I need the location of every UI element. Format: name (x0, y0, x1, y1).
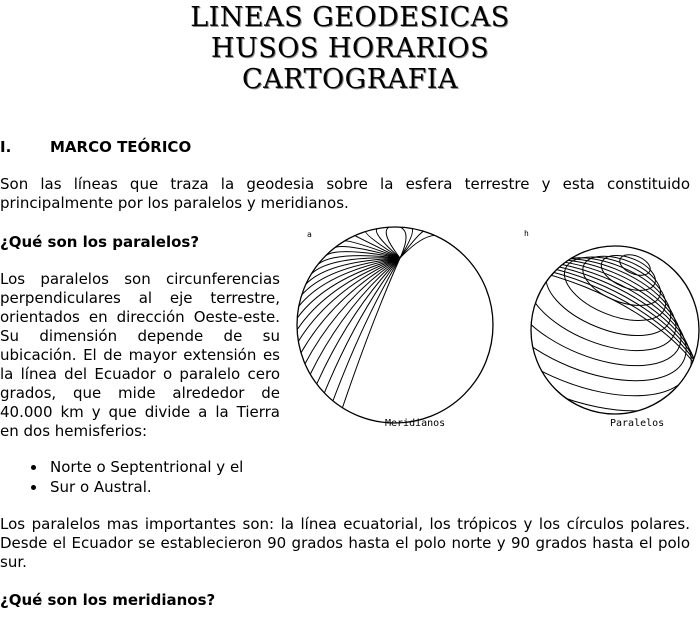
meridian-line (310, 258, 400, 374)
important-paragraph: Los paralelos mas importantes son: la línea ecuatorial, los trópicos y los círculos polares. Desde el Ecuador se establecieron 90 grados hasta el polo norte y 90 grados hasta el polo sur. (0, 515, 690, 571)
section-title: MARCO TEÓRICO (50, 138, 192, 156)
globes-illustration (280, 225, 700, 435)
list-item: Sur o Austral. (0, 477, 243, 497)
caption-meridianos: Meridianos (385, 418, 446, 429)
title-line: LINEAS GEODESICAS (190, 2, 510, 33)
parallel-line (617, 251, 653, 280)
caption-paralelos: Paralelos (610, 418, 665, 429)
parallel-line (494, 238, 696, 388)
globes-figure (280, 225, 700, 435)
parallel-line (392, 227, 700, 435)
meridian-line (301, 258, 400, 353)
paralelos-paragraph: Los paralelos son circunferencias perpendiculares al eje terrestre, orientados en dirección Oeste-este. Su dimensión depende de su ubicación. El de mayor extensión es la línea del Ecuador o paralelo cero grados, que mide alrededor de 40.000 km y que divide a la Tierra en dos hemisferios: (0, 270, 280, 440)
hemispheres-list (0, 457, 243, 497)
parallel-line (412, 229, 700, 435)
paralelos-heading: ¿Qué son los paralelos? (0, 233, 200, 251)
meridianos-heading: ¿Qué son los meridianos? (0, 591, 216, 609)
figure-label-b: h (524, 229, 529, 238)
parallel-line (371, 225, 700, 435)
meridian-line (400, 235, 435, 258)
title-line: CARTOGRAFIA (242, 64, 458, 95)
meridians-globe-icon (297, 227, 434, 408)
document-title (0, 2, 700, 95)
intro-paragraph: Son las líneas que traza la geodesia sobre la esfera terrestre y esta constituido principalmente por los paralelos y meridianos. (0, 175, 690, 212)
parallels-globe-icon (371, 225, 700, 435)
list-item: Norte o Septentrional y el (0, 457, 243, 477)
section-number: I. (0, 138, 12, 156)
figure-label-a: a (307, 230, 312, 239)
title-line: HUSOS HORARIOS (210, 33, 490, 64)
